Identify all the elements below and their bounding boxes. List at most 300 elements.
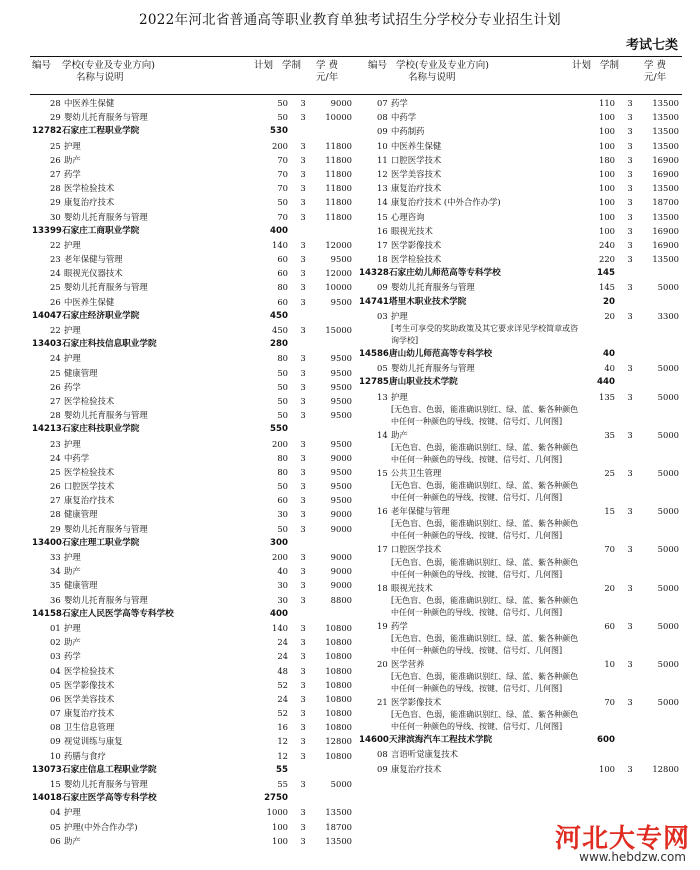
major-name: 卫生信息管理 <box>64 722 115 733</box>
major-code: 09 <box>377 126 388 137</box>
major-plan: 60 <box>277 495 288 506</box>
major-duration: 3 <box>300 708 306 719</box>
school-plan: 55 <box>276 764 288 775</box>
major-code: 28 <box>50 410 61 421</box>
major-plan: 145 <box>599 282 615 293</box>
major-plan: 50 <box>277 98 288 108</box>
major-fee: 10800 <box>325 679 352 690</box>
school-plan: 600 <box>597 735 615 746</box>
major-code: 01 <box>50 622 61 633</box>
major-fee: 5000 <box>657 620 679 631</box>
major-row <box>357 619 687 633</box>
major-name: 公共卫生管理 <box>391 467 442 478</box>
major-row <box>30 734 360 748</box>
major-name: 康复治疗技术 <box>64 495 115 506</box>
major-fee: 16900 <box>652 154 679 165</box>
major-plan: 100 <box>599 763 615 774</box>
major-fee: 5000 <box>657 467 679 478</box>
major-duration: 3 <box>627 282 633 293</box>
major-name: 药学 <box>391 620 408 631</box>
major-fee: 18700 <box>325 821 352 832</box>
major-duration: 3 <box>300 168 306 179</box>
school-row <box>30 124 360 138</box>
major-row <box>30 564 360 578</box>
major-duration: 3 <box>627 197 633 208</box>
major-code: 33 <box>50 552 61 562</box>
major-plan: 70 <box>277 183 288 194</box>
major-code: 29 <box>50 197 61 208</box>
major-fee: 5000 <box>657 391 679 402</box>
major-plan: 70 <box>604 544 615 555</box>
major-code: 09 <box>377 763 388 774</box>
major-name: 老年保健与管理 <box>391 506 450 517</box>
major-name: 康复治疗技术 <box>64 708 115 719</box>
major-fee: 9000 <box>330 509 352 520</box>
school-code: 14158 <box>32 608 62 619</box>
major-row <box>30 706 360 720</box>
school-code: 14047 <box>32 310 62 321</box>
major-row <box>30 110 360 124</box>
major-plan: 24 <box>277 637 288 648</box>
major-fee: 9500 <box>330 438 352 449</box>
major-name: 眼视光技术 <box>391 582 433 593</box>
major-code: 17 <box>377 544 388 555</box>
major-code: 21 <box>377 697 388 708</box>
major-fee: 9000 <box>330 452 352 463</box>
major-name: 医学影像技术 <box>64 679 115 690</box>
major-code: 10 <box>50 750 61 761</box>
school-name: 石家庄工商职业学院 <box>62 225 140 236</box>
major-plan: 40 <box>277 566 288 577</box>
school-row <box>30 224 360 238</box>
major-fee: 11800 <box>325 154 352 165</box>
major-code: 15 <box>377 211 388 222</box>
major-row <box>30 820 360 834</box>
major-fee: 11800 <box>325 168 352 179</box>
major-row <box>357 252 687 266</box>
major-fee: 9500 <box>330 353 352 364</box>
header-rule <box>30 94 682 95</box>
major-duration: 3 <box>627 140 633 151</box>
major-code: 20 <box>377 658 388 669</box>
major-plan: 100 <box>599 211 615 222</box>
major-row <box>30 153 360 167</box>
major-fee: 9000 <box>330 552 352 562</box>
major-name: 口腔医学技术 <box>391 544 442 555</box>
major-duration: 3 <box>300 353 306 364</box>
major-fee: 13500 <box>652 183 679 194</box>
major-note: [无色盲、色弱，能准确识别红、绿、蓝、紫各种颜色中任何一种颜色的导线、按键、信号灯、几何图] <box>391 481 579 503</box>
major-plan: 80 <box>277 466 288 477</box>
major-row <box>30 181 360 195</box>
school-name: 唐山职业技术学院 <box>389 377 458 388</box>
major-duration: 3 <box>627 225 633 236</box>
major-plan: 30 <box>277 594 288 605</box>
school-row <box>30 791 360 805</box>
major-duration: 3 <box>627 697 633 708</box>
major-note: [无色盲、色弱，能准确识别红、绿、蓝、紫各种颜色中任何一种颜色的导线、按键、信号灯、几何图] <box>391 633 579 655</box>
major-plan: 110 <box>599 98 615 108</box>
major-duration: 3 <box>300 325 306 335</box>
major-code: 24 <box>50 353 61 364</box>
major-note: [无色盲、色弱，能准确识别红、绿、蓝、紫各种颜色中任何一种颜色的导线、按键、信号灯、几何图] <box>391 595 579 617</box>
major-plan: 140 <box>272 622 288 633</box>
major-name: 助产 <box>64 637 81 648</box>
school-name: 塔里木职业技术学院 <box>389 296 467 307</box>
major-code: 25 <box>50 140 61 151</box>
major-name: 药学 <box>64 651 81 662</box>
major-row <box>357 280 687 294</box>
major-row <box>30 280 360 294</box>
school-name: 石家庄经济职业学院 <box>62 310 140 321</box>
major-code: 05 <box>377 363 388 374</box>
major-name: 助产 <box>64 835 81 846</box>
major-name: 口腔医学技术 <box>64 481 115 492</box>
major-name: 中药学 <box>391 112 417 123</box>
major-name: 婴幼儿托育服务与管理 <box>64 779 148 789</box>
major-row <box>357 504 687 518</box>
major-fee: 16900 <box>652 225 679 236</box>
major-name: 健康管理 <box>64 509 98 520</box>
major-row <box>30 380 360 394</box>
major-plan: 40 <box>604 363 615 374</box>
major-code: 06 <box>50 693 61 704</box>
school-name: 石家庄科技信息职业学院 <box>62 339 157 350</box>
major-duration: 3 <box>300 750 306 761</box>
major-row <box>30 649 360 663</box>
major-row <box>357 96 687 110</box>
major-duration: 3 <box>300 98 306 108</box>
major-plan: 24 <box>277 651 288 662</box>
school-name: 唐山幼儿师范高等专科学校 <box>389 349 493 359</box>
major-name: 护理 <box>391 310 408 321</box>
major-plan: 100 <box>599 112 615 123</box>
major-row <box>30 323 360 337</box>
major-fee: 5000 <box>330 779 352 789</box>
major-plan: 100 <box>599 197 615 208</box>
major-fee: 16900 <box>652 239 679 250</box>
major-plan: 35 <box>604 429 615 440</box>
major-code: 02 <box>50 637 61 648</box>
major-code: 08 <box>377 112 388 123</box>
right-column <box>357 96 687 776</box>
major-code: 03 <box>50 651 61 662</box>
major-code: 14 <box>377 429 388 440</box>
header-duration: 学制 <box>600 60 620 71</box>
major-duration: 3 <box>627 658 633 669</box>
school-code: 14600 <box>359 735 389 746</box>
major-duration: 3 <box>300 452 306 463</box>
major-fee: 10800 <box>325 693 352 704</box>
major-name: 婴幼儿托育服务与管理 <box>64 282 148 293</box>
major-code: 26 <box>50 296 61 307</box>
major-fee: 11800 <box>325 140 352 151</box>
major-fee: 13500 <box>652 254 679 265</box>
school-code: 13400 <box>32 537 62 548</box>
major-code: 09 <box>50 736 61 747</box>
major-duration: 3 <box>627 310 633 321</box>
major-code: 05 <box>50 821 61 832</box>
school-code: 13073 <box>32 764 62 775</box>
major-plan: 80 <box>277 353 288 364</box>
major-duration: 3 <box>627 168 633 179</box>
major-name: 心理咨询 <box>391 211 425 222</box>
header-fee-unit: 元/年 <box>316 72 339 83</box>
school-name: 石家庄理工职业学院 <box>62 537 140 548</box>
major-code: 15 <box>50 779 61 789</box>
major-duration: 3 <box>627 112 633 123</box>
major-code: 15 <box>377 467 388 478</box>
major-code: 24 <box>50 268 61 279</box>
major-duration: 3 <box>627 429 633 440</box>
school-row <box>357 375 687 389</box>
major-code: 12 <box>377 168 388 179</box>
major-fee: 13500 <box>652 140 679 151</box>
major-fee: 5000 <box>657 658 679 669</box>
major-fee: 9500 <box>330 481 352 492</box>
major-row <box>357 238 687 252</box>
major-row <box>30 465 360 479</box>
major-plan: 60 <box>277 268 288 279</box>
major-row <box>357 195 687 209</box>
major-name: 言语听觉康复技术 <box>391 749 458 760</box>
major-fee: 13500 <box>652 126 679 137</box>
school-code: 14328 <box>359 268 389 279</box>
major-row <box>357 309 687 323</box>
major-code: 16 <box>377 506 388 517</box>
school-plan: 530 <box>270 126 288 137</box>
major-plan: 50 <box>277 381 288 392</box>
major-duration: 3 <box>300 154 306 165</box>
school-plan: 440 <box>597 377 615 388</box>
major-duration: 3 <box>627 620 633 631</box>
major-duration: 3 <box>627 154 633 165</box>
major-name: 康复治疗技术 <box>64 197 115 208</box>
major-plan: 50 <box>277 367 288 378</box>
major-code: 26 <box>50 154 61 165</box>
top-rule <box>30 56 682 57</box>
major-fee: 10800 <box>325 622 352 633</box>
major-fee: 9000 <box>330 566 352 577</box>
major-plan: 55 <box>277 779 288 789</box>
major-plan: 100 <box>599 140 615 151</box>
major-row <box>30 749 360 763</box>
major-fee: 13500 <box>325 807 352 818</box>
major-code: 18 <box>377 582 388 593</box>
major-row <box>30 635 360 649</box>
school-code: 12782 <box>32 126 62 137</box>
school-code: 12785 <box>359 377 389 388</box>
major-row <box>357 153 687 167</box>
major-fee: 10800 <box>325 722 352 733</box>
major-plan: 100 <box>599 168 615 179</box>
major-name: 药学 <box>64 381 81 392</box>
major-name: 护理 <box>64 140 81 151</box>
major-name: 婴幼儿托育服务与管理 <box>391 282 475 293</box>
major-duration: 3 <box>300 622 306 633</box>
major-plan: 50 <box>277 410 288 421</box>
major-row <box>30 394 360 408</box>
major-row <box>357 361 687 375</box>
major-row <box>30 451 360 465</box>
major-duration: 3 <box>627 211 633 222</box>
major-fee: 9500 <box>330 495 352 506</box>
major-code: 28 <box>50 509 61 520</box>
major-name: 护理 <box>391 391 408 402</box>
major-code: 36 <box>50 594 61 605</box>
major-code: 10 <box>377 140 388 151</box>
major-row <box>357 747 687 761</box>
major-duration: 3 <box>300 466 306 477</box>
major-fee: 11800 <box>325 197 352 208</box>
school-plan: 450 <box>270 310 288 321</box>
major-plan: 100 <box>272 821 288 832</box>
major-name: 健康管理 <box>64 580 98 591</box>
major-code: 08 <box>377 749 388 760</box>
major-plan: 60 <box>277 254 288 265</box>
major-name: 护理(中外合作办学) <box>64 821 138 832</box>
major-name: 药学 <box>64 168 81 179</box>
left-column <box>30 96 360 848</box>
major-fee: 10000 <box>325 282 352 293</box>
major-duration: 3 <box>300 211 306 222</box>
major-fee: 10800 <box>325 708 352 719</box>
major-fee: 5000 <box>657 282 679 293</box>
major-plan: 50 <box>277 523 288 534</box>
major-row <box>357 695 687 709</box>
major-code: 23 <box>50 254 61 265</box>
major-name: 视觉训练与康复 <box>64 736 123 747</box>
major-row <box>357 210 687 224</box>
school-plan: 400 <box>270 225 288 236</box>
major-plan: 140 <box>272 239 288 250</box>
major-plan: 50 <box>277 197 288 208</box>
major-row <box>357 428 687 442</box>
major-duration: 3 <box>300 566 306 577</box>
major-name: 医学美容技术 <box>391 168 442 179</box>
major-duration: 3 <box>300 580 306 591</box>
major-plan: 135 <box>599 391 615 402</box>
major-code: 16 <box>377 225 388 236</box>
school-code: 14586 <box>359 349 389 359</box>
major-fee: 5000 <box>657 506 679 517</box>
major-row <box>30 805 360 819</box>
school-code: 14018 <box>32 793 62 804</box>
major-name: 护理 <box>64 622 81 633</box>
major-code: 03 <box>377 310 388 321</box>
school-row <box>357 266 687 280</box>
school-name: 天津滨海汽车工程技术学院 <box>389 735 493 746</box>
major-duration: 3 <box>300 523 306 534</box>
major-row <box>357 762 687 776</box>
major-duration: 3 <box>627 363 633 374</box>
major-name: 婴幼儿托育服务与管理 <box>64 410 148 421</box>
major-duration: 3 <box>300 183 306 194</box>
major-duration: 3 <box>300 239 306 250</box>
school-code: 14741 <box>359 296 389 307</box>
major-code: 25 <box>50 282 61 293</box>
major-name: 眼视光仪器技术 <box>64 268 123 279</box>
major-duration: 3 <box>300 736 306 747</box>
major-row <box>30 522 360 536</box>
major-code: 25 <box>50 367 61 378</box>
major-duration: 3 <box>300 807 306 818</box>
major-duration: 3 <box>300 835 306 846</box>
major-name: 助产 <box>391 429 408 440</box>
major-code: 27 <box>50 495 61 506</box>
major-name: 中医养生保健 <box>64 296 115 307</box>
school-name: 石家庄幼儿师范高等专科学校 <box>389 268 501 279</box>
major-fee: 13500 <box>652 211 679 222</box>
major-duration: 3 <box>627 391 633 402</box>
major-duration: 3 <box>300 282 306 293</box>
major-name: 中药学 <box>64 452 90 463</box>
major-name: 护理 <box>64 353 81 364</box>
major-code: 30 <box>50 211 61 222</box>
major-row <box>30 621 360 635</box>
major-code: 14 <box>377 197 388 208</box>
major-code: 13 <box>377 391 388 402</box>
major-code: 35 <box>50 580 61 591</box>
major-fee: 5000 <box>657 363 679 374</box>
major-plan: 20 <box>604 582 615 593</box>
major-row <box>357 581 687 595</box>
major-duration: 3 <box>300 722 306 733</box>
major-fee: 9500 <box>330 410 352 421</box>
major-duration: 3 <box>300 438 306 449</box>
major-name: 护理 <box>64 239 81 250</box>
major-name: 护理 <box>64 807 81 818</box>
major-duration: 3 <box>300 254 306 265</box>
major-note: [无色盲、色弱，能准确识别红、绿、蓝、紫各种颜色中任何一种颜色的导线、按键、信号灯、几何图] <box>391 519 579 541</box>
major-row <box>30 834 360 848</box>
major-plan: 220 <box>599 254 615 265</box>
school-row <box>30 763 360 777</box>
major-plan: 200 <box>272 552 288 562</box>
major-fee: 3300 <box>657 310 679 321</box>
major-note: [无色盲、色弱，能准确识别红、绿、蓝、紫各种颜色中任何一种颜色的导线、按键、信号灯、几何图] <box>391 404 579 426</box>
major-duration: 3 <box>300 381 306 392</box>
school-row <box>357 347 687 361</box>
major-plan: 50 <box>277 395 288 406</box>
major-name: 中药制药 <box>391 126 425 137</box>
school-row <box>30 536 360 550</box>
major-fee: 9500 <box>330 381 352 392</box>
major-plan: 12 <box>277 750 288 761</box>
major-code: 07 <box>377 98 388 108</box>
major-name: 医学检验技术 <box>64 665 115 676</box>
major-code: 29 <box>50 112 61 123</box>
major-plan: 70 <box>604 697 615 708</box>
major-plan: 100 <box>599 183 615 194</box>
major-row <box>30 351 360 365</box>
major-name: 护理 <box>64 552 81 562</box>
major-row <box>357 657 687 671</box>
header-duration: 学制 <box>282 60 302 71</box>
major-fee: 16900 <box>652 168 679 179</box>
school-plan: 20 <box>603 296 615 307</box>
major-row <box>30 195 360 209</box>
major-row <box>30 493 360 507</box>
school-row <box>357 733 687 747</box>
major-code: 26 <box>50 381 61 392</box>
school-row <box>357 295 687 309</box>
school-name: 石家庄医学高等专科学校 <box>62 793 157 804</box>
major-name: 药学 <box>391 98 408 108</box>
major-row <box>30 238 360 252</box>
major-fee: 9500 <box>330 466 352 477</box>
major-name: 健康管理 <box>64 367 98 378</box>
